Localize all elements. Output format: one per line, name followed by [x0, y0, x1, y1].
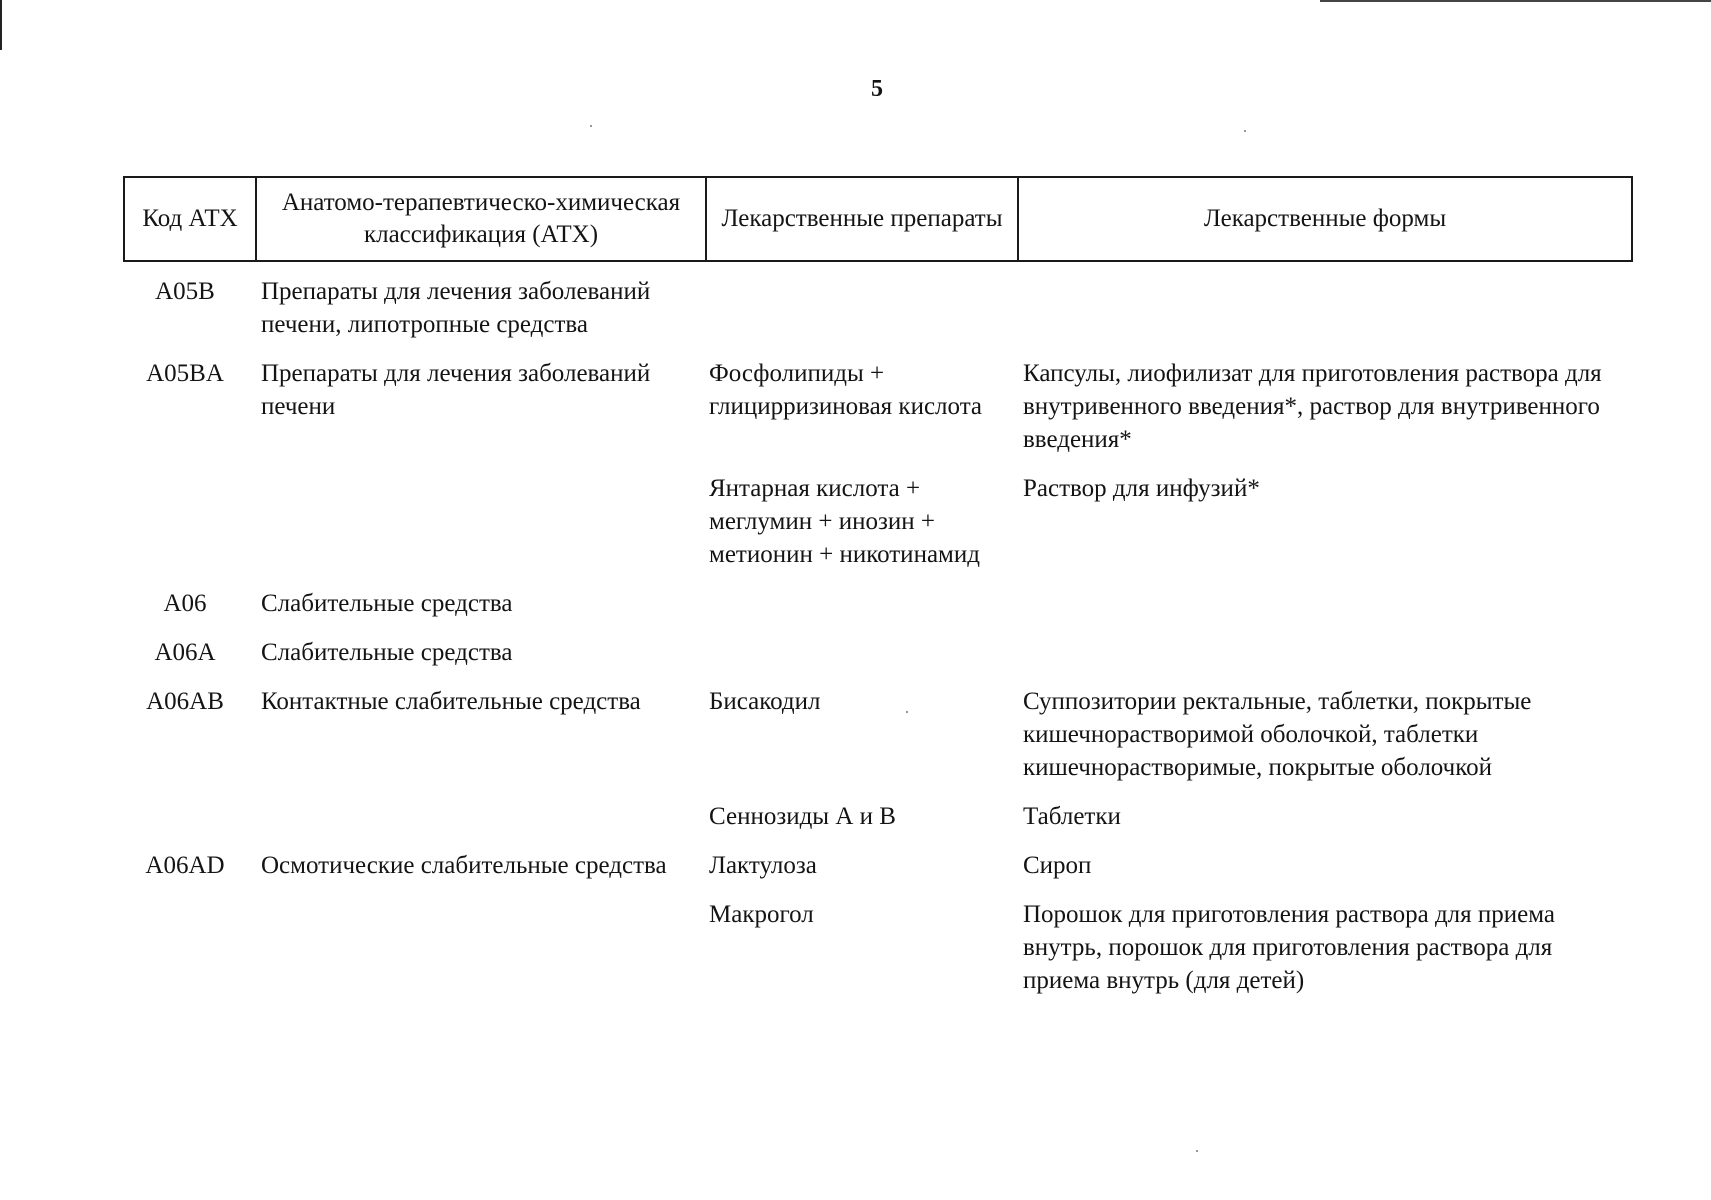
- scan-edge-left: [0, 0, 2, 50]
- table-header: [123, 176, 1633, 262]
- header-atc-classification: Анатомо-терапевтическо-химическая классификация (АТХ): [255, 178, 705, 260]
- row-drug: Бисакодил: [709, 688, 821, 715]
- row-atc: Осмотические слабительные средства: [261, 852, 667, 879]
- row-code: [123, 472, 253, 571]
- row-code: A05B: [155, 278, 215, 305]
- table-row: [123, 685, 1633, 784]
- row-form: Порошок для приготовления раствора для приема внутрь, порошок для приготовления раствора для приема внутрь (для детей): [1023, 901, 1555, 994]
- header-drugs: Лекарственные препараты: [705, 178, 1017, 260]
- page-number: 5: [871, 76, 883, 102]
- row-atc: Препараты для лечения заболеваний печени, липотропные средства: [261, 278, 651, 338]
- table-row: [123, 275, 1633, 341]
- row-atc: Препараты для лечения заболеваний печени: [261, 360, 651, 420]
- row-code: [123, 898, 253, 997]
- table-row: [123, 800, 1633, 833]
- row-atc: [253, 800, 703, 833]
- table-row: [123, 849, 1633, 882]
- row-form: Сироп: [1023, 852, 1092, 879]
- scan-speck: [1244, 130, 1246, 132]
- table-row: [123, 636, 1633, 669]
- scan-edge-top: [1320, 0, 1711, 2]
- row-code: A06AB: [146, 688, 224, 715]
- scan-speck: [1196, 1150, 1198, 1152]
- row-form: Таблетки: [1023, 803, 1121, 830]
- row-atc: [253, 898, 703, 997]
- header-dosage-forms: Лекарственные формы: [1017, 178, 1631, 260]
- row-form: Суппозитории ректальные, таблетки, покрытые кишечнорастворимой оболочкой, таблетки кишечнорастворимые, покрытые оболочкой: [1023, 688, 1532, 781]
- row-form: [1015, 636, 1629, 669]
- row-form: [1015, 275, 1629, 341]
- row-form: [1015, 587, 1629, 620]
- row-code: A06A: [154, 639, 216, 666]
- row-drug: Фосфолипиды + глицирризиновая кислота: [709, 360, 983, 420]
- header-code: Код АТХ: [142, 205, 238, 232]
- table-row: [123, 472, 1633, 571]
- row-atc: [253, 472, 703, 571]
- row-code: [123, 800, 253, 833]
- table-row: [123, 357, 1633, 456]
- row-atc: Контактные слабительные средства: [261, 688, 641, 715]
- row-drug: Макрогол: [709, 901, 814, 928]
- table-row: [123, 898, 1633, 997]
- row-drug: Янтарная кислота + меглумин + инозин + метионин + никотинамид: [709, 475, 980, 568]
- row-atc: Слабительные средства: [261, 639, 513, 666]
- row-form: Капсулы, лиофилизат для приготовления раствора для внутривенного введения*, раствор для внутривенного введения*: [1023, 360, 1602, 453]
- table-row: [123, 587, 1633, 620]
- row-drug: [703, 275, 1015, 341]
- atc-table: [123, 176, 1633, 997]
- row-drug: [703, 587, 1015, 620]
- row-drug: [703, 636, 1015, 669]
- row-atc: Слабительные средства: [261, 590, 513, 617]
- scan-speck: [590, 125, 592, 127]
- row-form: Раствор для инфузий*: [1023, 475, 1260, 502]
- row-code: A06AD: [145, 852, 225, 879]
- row-code: A05BA: [146, 360, 224, 387]
- row-drug: Лактулоза: [709, 852, 817, 879]
- row-code: A06: [163, 590, 207, 617]
- row-drug: Сеннозиды А и В: [709, 803, 896, 830]
